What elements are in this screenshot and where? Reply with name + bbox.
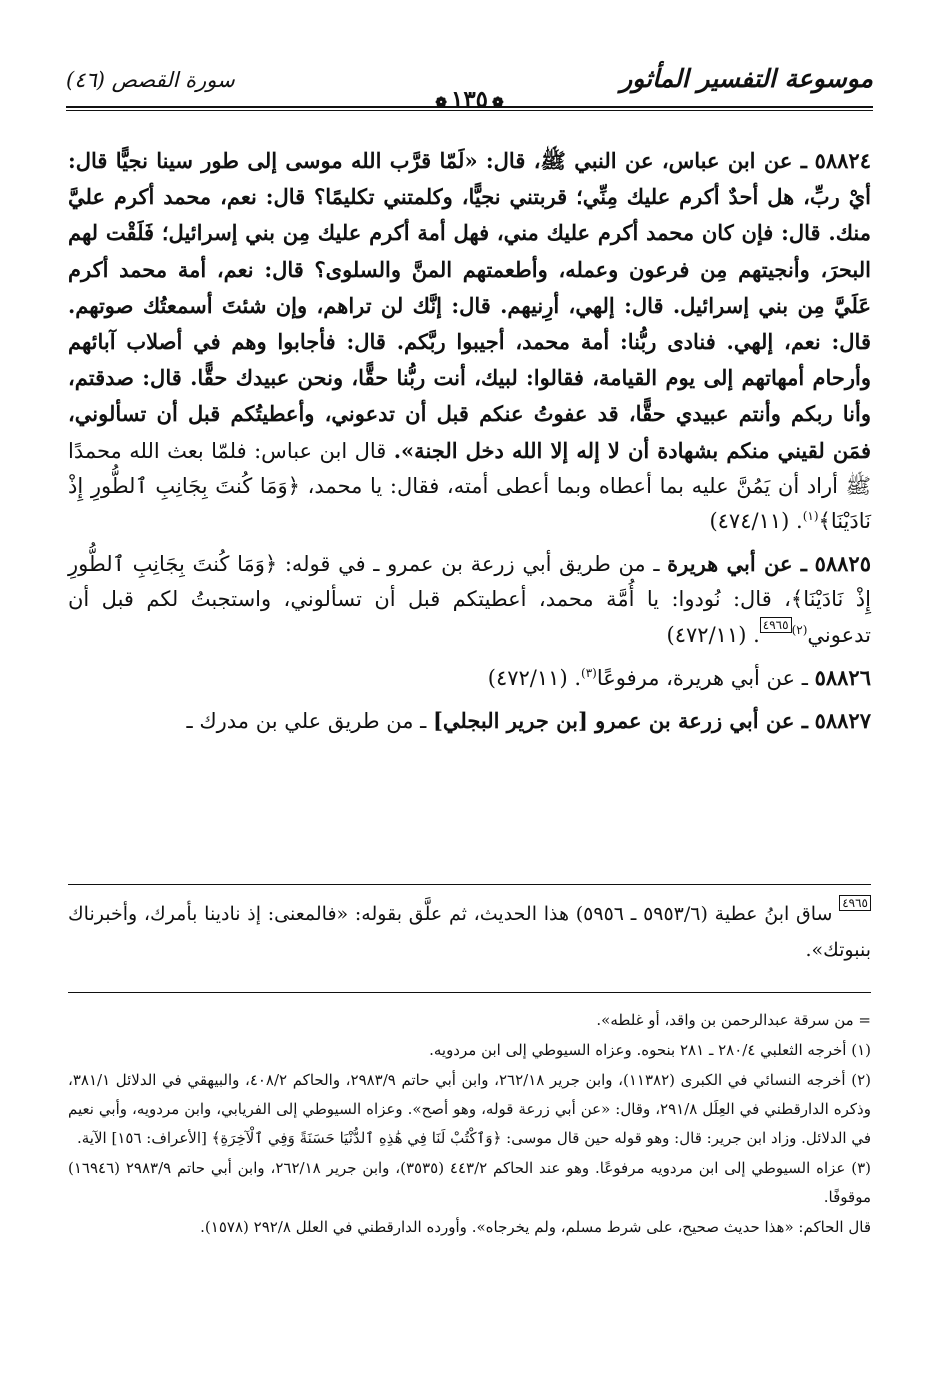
entry-reference: . (٤٧٤/١١) — [709, 509, 803, 534]
entry-narrator: ـ عن أبي هريرة — [667, 551, 807, 577]
hadith-entry — [68, 143, 871, 539]
surah-title: سورة القصص (٤٦) — [66, 68, 235, 92]
main-text — [68, 143, 871, 746]
entry-reference: . (٤٧٢/١١) — [487, 665, 581, 690]
footnote-marker: (٣) — [581, 665, 597, 680]
hadith-entry — [68, 703, 871, 739]
footnote-item: قال الحاكم: «هذا حديث صحيح، على شرط مسلم، ولم يخرجاه». وأورده الدارقطني في العلل ٢٩٢/٨ (١٥٧٨). — [200, 1218, 871, 1236]
ornament-icon: ❁ — [435, 95, 447, 111]
footnote-item: = من سرقة عبدالرحمن بن واقد، أو غلطه». — [596, 1011, 871, 1029]
footnote-marker: (١) — [802, 509, 819, 524]
entry-number: ٥٨٨٢٦ — [814, 664, 871, 690]
hadith-entry — [68, 660, 871, 696]
footnotes — [68, 1006, 871, 1243]
commentary-text: ساق ابنُ عطية (٥٩٥٣/٦ ـ ٥٩٥٦) هذا الحديث، ثم علَّق بقوله: «فالمعنى: إذ نادينا بأمرك، وأخبرناك بنبوتك». — [68, 903, 871, 961]
entry-narrator: ـ عن أبي زرعة بن عمرو [بن جرير البجلي] — [432, 708, 808, 734]
entry-reference: . (٤٧٢/١١) — [666, 622, 760, 647]
book-title: موسوعة التفسير المأثور — [620, 64, 873, 93]
footnote-item: (١) أخرجه الثعلبي ٢٨٠/٤ ـ ٢٨١ بنحوه. وعزاه السيوطي إلى ابن مردويه. — [429, 1041, 871, 1059]
footnote-marker: (٢) — [791, 622, 808, 637]
commentary-box-marker: ٤٩٦٥ — [760, 617, 792, 633]
commentary-note — [68, 896, 871, 968]
entry-number: ٥٨٨٢٥ — [814, 551, 871, 577]
footnote-item: (٣) عزاه السيوطي إلى ابن مردويه مرفوعًا. وهو عند الحاكم ٤٤٣/٢ (٣٥٣٥)، وابن جرير ٢٦٢/١٨، وابن أبي حاتم ٢٩٨٣/٩ (١٦٩٤٦) موقوفًا. — [68, 1159, 871, 1206]
entry-number: ٥٨٨٢٤ — [814, 148, 871, 173]
footnote-item: (٢) أخرجه النسائي في الكبرى (١١٣٨٢)، وابن جرير ٢٦٢/١٨، وابن أبي حاتم ٢٩٨٣/٩، والحاكم ٤٠٨/٢، والبيهقي في الدلائل ٣٨١/١، وذكره الدارقطني في العِلَل ٢٩١/٨، وقال: «عن أبي زرعة قوله، وهو أصح». وعزاه السيوطي إلى الفريابي، وابن مردويه، وأبي نعيم في الدلائل. وزاد ابن جرير: قال: وهو قوله حين قال موسى: ﴿وَٱكْتُبْ لَنَا فِي هَٰذِهِ ٱلدُّنْيَا حَسَنَةً وَفِي ٱلْآخِرَةِ﴾ [الأعراف: ١٥٦] الآية. — [68, 1071, 871, 1147]
entry-text-plain: قال ابن عباس: فلمّا بعث الله محمدًا ﷺ أراد أن يَمُنَّ عليه بما أعطاه وبما أعطى أمته، فقال: يا محمد، ﴿وَمَا كُنتَ بِجَانِبِ ٱلطُّورِ إِذْ نَادَيْنَا﴾ — [68, 438, 871, 534]
entry-text: ـ من طريق أبي زرعة بن عمرو ـ في قوله: ﴿وَمَا كُنتَ بِجَانِبِ ٱلطُّورِ إِذْ نَادَيْنَا﴾، قال: نُودوا: يا أُمَّة محمد، أعطيتكم قبل أن تسألوني، واستجبتُ لكم قبل أن تدعوني — [68, 552, 871, 647]
entry-text: ـ عن أبي هريرة، مرفوعًا — [596, 665, 808, 690]
footnote-divider — [68, 992, 871, 993]
ornament-icon: ❁ — [492, 95, 504, 111]
header-rule — [66, 106, 873, 108]
hadith-entry — [68, 546, 871, 653]
page-header — [66, 62, 873, 113]
commentary-box-number: ٤٩٦٥ — [839, 895, 871, 911]
entry-text: ـ من طريق علي بن مدرك ـ — [186, 709, 433, 734]
entry-number: ٥٨٨٢٧ — [814, 708, 871, 734]
section-divider — [68, 884, 871, 885]
entry-text: ـ عن ابن عباس، عن النبي ﷺ، قال: «لَمّا قرَّب الله موسى إلى طور سينا نجيًّا قال: أيْ ربِّ، هل أحدٌ أكرم عليك مِنِّي؛ قربتني نجيًّا، وكلمتني تكليمًا؟ قال: نعم، محمد أكرم عليَّ منك. قال: فإن كان محمد أكرم عليك مني، فهل أمة أكرم عليك مِن بني إسرائيل؛ فَلَقْت لهم البحرَ، وأنجيتهم مِن فرعون وعمله، وأطعمتهم المنَّ والسلوى؟ قال: نعم، أمة محمد أكرم عَلَيَّ مِن بني إسرائيل. قال: إلهي، أرِنيهم. قال: إنَّك لن تراهم، وإن شئتَ أسمعتُك صوتهم. قال: نعم، إلهي. فنادى ربُّنا: أمة محمد، أجيبوا ربَّكم. قال: فأجابوا وهم في أصلاب آبائهم وأرحام أمهاتهم إلى يوم القيامة، فقالوا: لبيك، أنت ربُّنا حقًّا، ونحن عبيدك حقًّا. قال: صدقتم، وأنا ربكم وأنتم عبيدي حقًّا، قد عفوتُ عنكم قبل أن تدعوني، وأعطيتُكم قبل أن تسألوني، فمَن لقيني منكم بشهادة أن لا إله إلا الله دخل الجنة». — [68, 148, 872, 463]
header-rule-thin — [66, 110, 873, 111]
page-number-text: ١٣٥ — [450, 86, 489, 113]
